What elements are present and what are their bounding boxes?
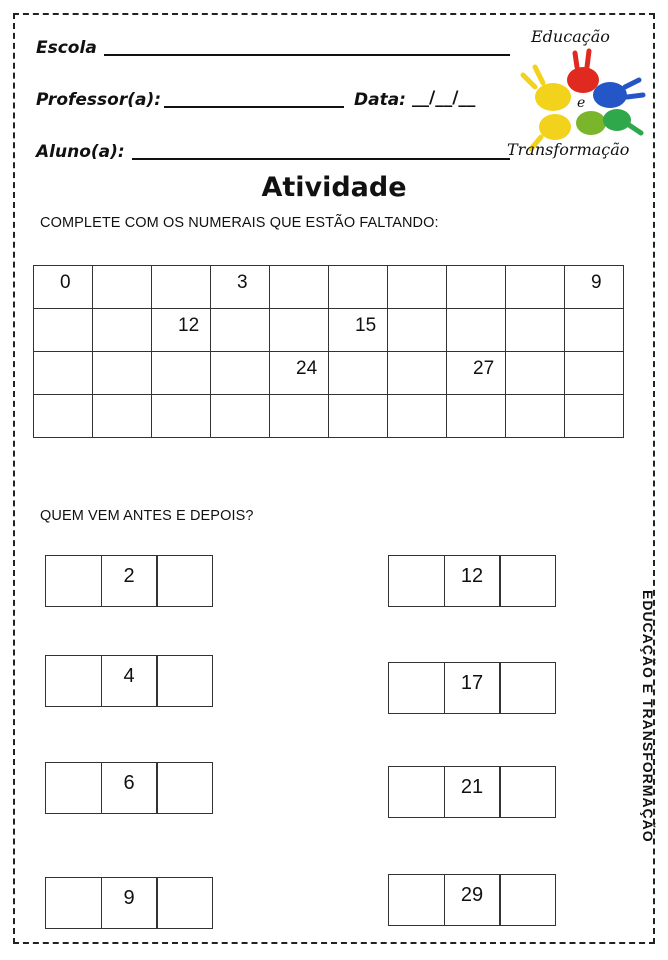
teacher-label: Professor(a):	[36, 90, 162, 110]
after-box[interactable]	[499, 555, 556, 607]
grid-cell-empty[interactable]	[152, 266, 211, 309]
sequence-right-item	[388, 874, 556, 926]
grid-cell-value	[329, 266, 387, 272]
grid-cell-value	[565, 309, 623, 315]
student-field[interactable]	[132, 158, 510, 160]
after-box[interactable]	[156, 762, 213, 814]
grid-cell-empty[interactable]	[329, 395, 388, 438]
grid-cell-value	[93, 395, 151, 401]
given-number: 2	[101, 555, 158, 607]
grid-cell-value	[329, 352, 387, 358]
grid-cell-value: 27	[473, 358, 495, 379]
given-number: 29	[444, 874, 501, 926]
before-box[interactable]	[388, 662, 445, 714]
given-number: 6	[101, 762, 158, 814]
given-number: 4	[101, 655, 158, 707]
grid-cell-value	[388, 395, 446, 401]
sequence-left-item	[45, 655, 213, 707]
given-number: 17	[444, 662, 501, 714]
grid-cell-empty[interactable]	[506, 266, 565, 309]
grid-cell-empty[interactable]	[447, 395, 506, 438]
before-box[interactable]	[45, 655, 102, 707]
grid-cell-empty[interactable]	[388, 352, 447, 395]
grid-cell-value: 9	[591, 272, 602, 293]
grid-cell-empty[interactable]	[34, 395, 93, 438]
grid-cell-filled	[152, 309, 211, 352]
grid-cell-value	[270, 309, 328, 315]
grid-cell-value	[34, 352, 92, 358]
grid-cell-filled	[565, 266, 624, 309]
grid-cell-value	[211, 309, 269, 315]
grid-cell-empty[interactable]	[93, 309, 152, 352]
grid-cell-value	[388, 352, 446, 358]
before-box[interactable]	[388, 555, 445, 607]
grid-cell-filled	[329, 309, 388, 352]
grid-cell-value	[388, 266, 446, 272]
grid-cell-value	[270, 266, 328, 272]
grid-cell-value	[93, 266, 151, 272]
grid-cell-empty[interactable]	[34, 352, 93, 395]
grid-cell-empty[interactable]	[388, 266, 447, 309]
before-box[interactable]	[388, 874, 445, 926]
grid-cell-empty[interactable]	[506, 309, 565, 352]
grid-cell-filled	[34, 266, 93, 309]
grid-cell-empty[interactable]	[506, 352, 565, 395]
logo	[505, 25, 660, 165]
grid-cell-empty[interactable]	[447, 309, 506, 352]
grid-cell-empty[interactable]	[388, 395, 447, 438]
after-box[interactable]	[499, 874, 556, 926]
grid-cell-empty[interactable]	[152, 395, 211, 438]
grid-cell-empty[interactable]	[93, 266, 152, 309]
before-box[interactable]	[45, 877, 102, 929]
before-box[interactable]	[45, 762, 102, 814]
grid-cell-empty[interactable]	[270, 395, 329, 438]
section2-instruction: QUEM VEM ANTES E DEPOIS?	[40, 508, 254, 524]
date-field[interactable]: __/__/__	[412, 88, 476, 108]
grid-row	[34, 352, 624, 395]
grid-cell-filled	[270, 352, 329, 395]
sequence-left-item	[45, 877, 213, 929]
logo-text-top: Educação	[531, 27, 610, 46]
grid-cell-empty[interactable]	[506, 395, 565, 438]
grid-cell-empty[interactable]	[211, 309, 270, 352]
grid-cell-value	[506, 266, 564, 272]
grid-cell-value: 0	[60, 272, 71, 293]
grid-cell-value	[93, 352, 151, 358]
grid-cell-value	[34, 309, 92, 315]
grid-cell-value	[211, 395, 269, 401]
grid-cell-value	[93, 309, 151, 315]
sequence-left-item	[45, 762, 213, 814]
grid-cell-value: 24	[296, 358, 318, 379]
grid-cell-empty[interactable]	[211, 395, 270, 438]
grid-cell-value	[152, 266, 210, 272]
given-number: 21	[444, 766, 501, 818]
grid-cell-empty[interactable]	[565, 395, 624, 438]
grid-cell-filled	[447, 352, 506, 395]
grid-cell-empty[interactable]	[211, 352, 270, 395]
section1-instruction: COMPLETE COM OS NUMERAIS QUE ESTÃO FALTANDO:	[40, 215, 439, 231]
grid-cell-value	[506, 352, 564, 358]
given-number: 9	[101, 877, 158, 929]
grid-cell-empty[interactable]	[270, 309, 329, 352]
grid-cell-value	[447, 395, 505, 401]
logo-text-bottom: Transformação	[507, 140, 630, 159]
sequence-right-item	[388, 662, 556, 714]
school-label: Escola	[36, 38, 97, 58]
grid-cell-value: 3	[237, 272, 248, 293]
grid-cell-value	[506, 309, 564, 315]
grid-cell-value	[565, 352, 623, 358]
after-box[interactable]	[156, 877, 213, 929]
grid-cell-empty[interactable]	[329, 352, 388, 395]
grid-cell-value	[211, 352, 269, 358]
grid-cell-value	[447, 266, 505, 272]
after-box[interactable]	[499, 766, 556, 818]
grid-cell-value	[34, 395, 92, 401]
sequence-left-item	[45, 555, 213, 607]
grid-row	[34, 395, 624, 438]
grid-cell-empty[interactable]	[329, 266, 388, 309]
grid-cell-empty[interactable]	[565, 352, 624, 395]
grid-row	[34, 309, 624, 352]
grid-cell-value	[388, 309, 446, 315]
grid-cell-empty[interactable]	[152, 352, 211, 395]
grid-cell-empty[interactable]	[34, 309, 93, 352]
teacher-field[interactable]	[164, 106, 344, 108]
grid-cell-empty[interactable]	[270, 266, 329, 309]
sequence-right-item	[388, 555, 556, 607]
date-label: Data:	[354, 90, 406, 110]
grid-cell-value	[565, 395, 623, 401]
after-box[interactable]	[499, 662, 556, 714]
side-watermark: EDUCAÇÃO E TRANSFORMAÇÃO	[640, 590, 656, 843]
after-box[interactable]	[156, 555, 213, 607]
grid-cell-value: 15	[355, 315, 377, 336]
grid-cell-value	[152, 395, 210, 401]
grid-cell-empty[interactable]	[447, 266, 506, 309]
grid-cell-value	[270, 395, 328, 401]
number-grid	[33, 265, 624, 438]
before-box[interactable]	[45, 555, 102, 607]
grid-row	[34, 266, 624, 309]
student-label: Aluno(a):	[36, 142, 125, 162]
grid-cell-empty[interactable]	[93, 352, 152, 395]
logo-text-mid: e	[577, 95, 586, 111]
grid-cell-empty[interactable]	[93, 395, 152, 438]
grid-cell-value	[152, 352, 210, 358]
grid-cell-value: 12	[178, 315, 200, 336]
grid-cell-empty[interactable]	[388, 309, 447, 352]
before-box[interactable]	[388, 766, 445, 818]
school-field[interactable]	[104, 54, 510, 56]
grid-cell-value	[329, 395, 387, 401]
given-number: 12	[444, 555, 501, 607]
grid-cell-filled	[211, 266, 270, 309]
grid-cell-value	[447, 309, 505, 315]
grid-cell-value	[506, 395, 564, 401]
page-title: Atividade	[261, 172, 407, 203]
sequence-right-item	[388, 766, 556, 818]
grid-cell-empty[interactable]	[565, 309, 624, 352]
after-box[interactable]	[156, 655, 213, 707]
